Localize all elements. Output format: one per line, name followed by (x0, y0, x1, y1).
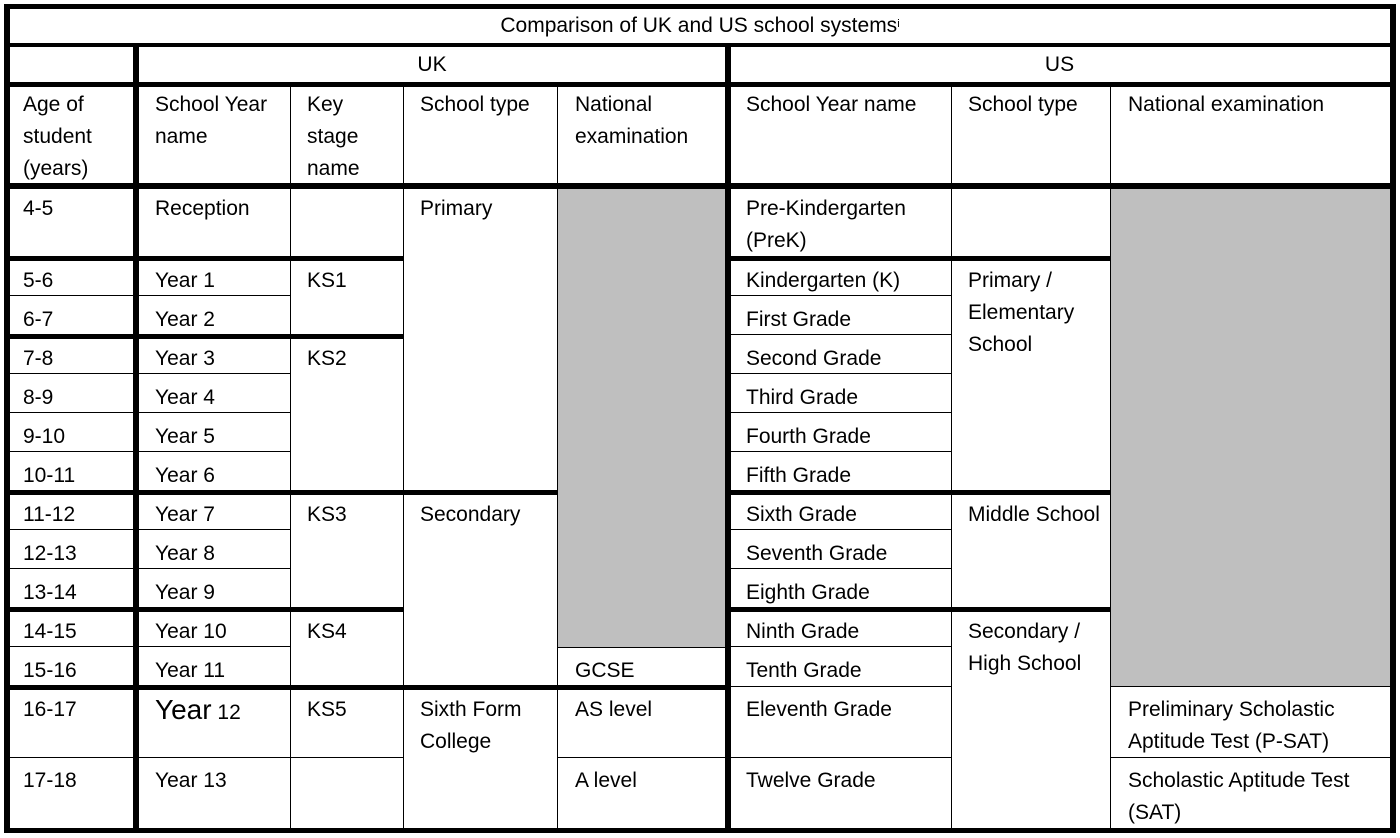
border-left (4, 4, 10, 833)
vline (403, 86, 404, 831)
hline (290, 757, 404, 758)
hline (731, 451, 952, 452)
uk-key-stage-cell: KS2 (307, 347, 347, 370)
hline (731, 686, 952, 687)
hline (1110, 686, 1390, 687)
uk-exam-cell: AS level (575, 698, 653, 721)
column-header-us-exam: National examination (1128, 93, 1325, 116)
hline (731, 295, 952, 296)
hline (10, 568, 291, 569)
column-header-us-year: School Year name (746, 93, 917, 116)
us-year-cell: Second Grade (746, 347, 882, 370)
uk-key-stage-cell: KS1 (307, 269, 347, 292)
uk-exam-cell: GCSE (575, 659, 635, 682)
us-school-type-cell: Middle School (968, 503, 1100, 526)
rule-us-middle-start (731, 490, 1111, 495)
uk-year-cell (147, 691, 290, 755)
us-year-cell: Ninth Grade (746, 620, 860, 643)
uk-year-cell: Year 1 (155, 269, 215, 292)
us-year-cell: Seventh Grade (746, 542, 888, 565)
hline (731, 412, 952, 413)
uk-year-12-number: 12 (217, 701, 241, 724)
uk-school-type-cell: Secondary (420, 503, 521, 526)
us-year-cell: Eleventh Grade (746, 698, 892, 721)
uk-exam-shaded-area (558, 189, 727, 647)
us-year-cell: First Grade (746, 308, 852, 331)
uk-year-cell: Reception (155, 197, 250, 220)
hline (10, 757, 291, 758)
hline (10, 646, 291, 647)
rule-age-column (133, 44, 139, 833)
hline (10, 451, 291, 452)
us-year-cell: Eighth Grade (746, 581, 870, 604)
column-header-us-school-type: School type (968, 93, 1078, 116)
hline (1110, 757, 1390, 758)
rule-under-groups (4, 82, 1396, 87)
uk-school-type-cell: Primary (420, 197, 493, 220)
us-exam-cell: Scholastic Aptitude Test (SAT) (1128, 769, 1350, 824)
hline (731, 646, 952, 647)
column-header-uk-school-type: School type (420, 93, 530, 116)
uk-key-stage-cell: KS3 (307, 503, 347, 526)
group-header-uk: UK (417, 53, 447, 76)
rule-us-high-start (731, 607, 1111, 612)
hline (10, 412, 291, 413)
hline (731, 334, 952, 335)
rule-ks3-start (10, 490, 558, 495)
uk-key-stage-cell: KS4 (307, 620, 347, 643)
vline (1110, 86, 1111, 831)
age-cell: 9-10 (23, 425, 66, 448)
table-title: Comparison of UK and US school systems $^i$ (10, 8, 1390, 44)
uk-year-cell: Year 9 (155, 581, 215, 604)
border-bottom (4, 828, 1396, 833)
column-header-uk-year: School Year name (155, 93, 268, 148)
age-cell: 12-13 (23, 542, 77, 565)
vline (290, 86, 291, 831)
border-top (4, 4, 1396, 9)
age-cell: 13-14 (23, 581, 77, 604)
rule-us-elementary-start (731, 256, 1111, 261)
us-school-type-cell: Primary / Elementary School (968, 269, 1075, 356)
us-school-type-cell: Secondary / High School (968, 620, 1082, 675)
age-cell: 6-7 (23, 308, 54, 331)
hline (10, 373, 291, 374)
age-cell: 11-12 (23, 503, 76, 526)
rule-ks2-start (10, 334, 404, 339)
uk-school-type-cell: Sixth Form College (420, 698, 522, 753)
uk-year-cell: Year 6 (155, 464, 215, 487)
uk-year-cell: Year 7 (155, 503, 215, 526)
us-year-cell: Fourth Grade (746, 425, 871, 448)
column-header-uk-exam: National examination (575, 93, 689, 148)
rule-ks4-start (10, 607, 404, 612)
vline (951, 86, 952, 831)
table-title-text: Comparison of UK and US school systems (500, 14, 898, 37)
age-cell: 16-17 (23, 698, 77, 721)
rule-ks5-start (10, 685, 727, 690)
uk-year-cell: Year 2 (155, 308, 215, 331)
us-year-cell: Twelve Grade (746, 769, 876, 792)
group-header-us: US (1044, 53, 1075, 76)
age-cell: 10-11 (23, 464, 76, 487)
uk-year-12-word: Year (155, 694, 212, 725)
us-year-cell: Fifth Grade (746, 464, 852, 487)
age-cell: 17-18 (23, 769, 77, 792)
age-cell: 8-9 (23, 386, 54, 409)
hline (557, 757, 727, 758)
hline (557, 647, 727, 648)
border-right (1390, 4, 1396, 833)
us-exam-cell: Preliminary Scholastic Aptitude Test (P-SAT) (1128, 698, 1335, 753)
hline (10, 295, 291, 296)
column-header-uk-key-stage: Key stage name (307, 93, 360, 180)
rule-under-title (4, 43, 1396, 47)
uk-year-cell: Year 3 (155, 347, 215, 370)
hline (731, 373, 952, 374)
age-cell: 4-5 (23, 197, 54, 220)
uk-exam-cell: A level (575, 769, 637, 792)
uk-year-cell: Year 8 (155, 542, 215, 565)
uk-year-cell: Year 13 (155, 769, 227, 792)
us-year-cell: Tenth Grade (746, 659, 862, 682)
column-header-age: Age of student (years) (23, 93, 92, 180)
age-cell: 7-8 (23, 347, 54, 370)
age-cell: 5-6 (23, 269, 54, 292)
hline (731, 757, 952, 758)
rule-uk-us-divider (725, 44, 731, 833)
us-year-cell: Pre-Kindergarten (PreK) (746, 197, 906, 252)
hline (10, 529, 291, 530)
vline (557, 86, 558, 831)
age-cell: 14-15 (23, 620, 77, 643)
hline (731, 529, 952, 530)
rule-under-headers (4, 183, 1396, 189)
uk-year-cell: Year 10 (155, 620, 227, 643)
uk-year-cell: Year 5 (155, 425, 215, 448)
us-year-cell: Kindergarten (K) (746, 269, 901, 292)
uk-key-stage-cell: KS5 (307, 698, 347, 721)
uk-year-cell: Year 11 (155, 659, 226, 682)
us-exam-shaded-area (1110, 189, 1390, 686)
us-year-cell: Sixth Grade (746, 503, 857, 526)
age-cell: 15-16 (23, 659, 77, 682)
us-year-cell: Third Grade (746, 386, 859, 409)
rule-ks1-start (10, 256, 404, 261)
hline (731, 568, 952, 569)
uk-year-cell: Year 4 (155, 386, 215, 409)
